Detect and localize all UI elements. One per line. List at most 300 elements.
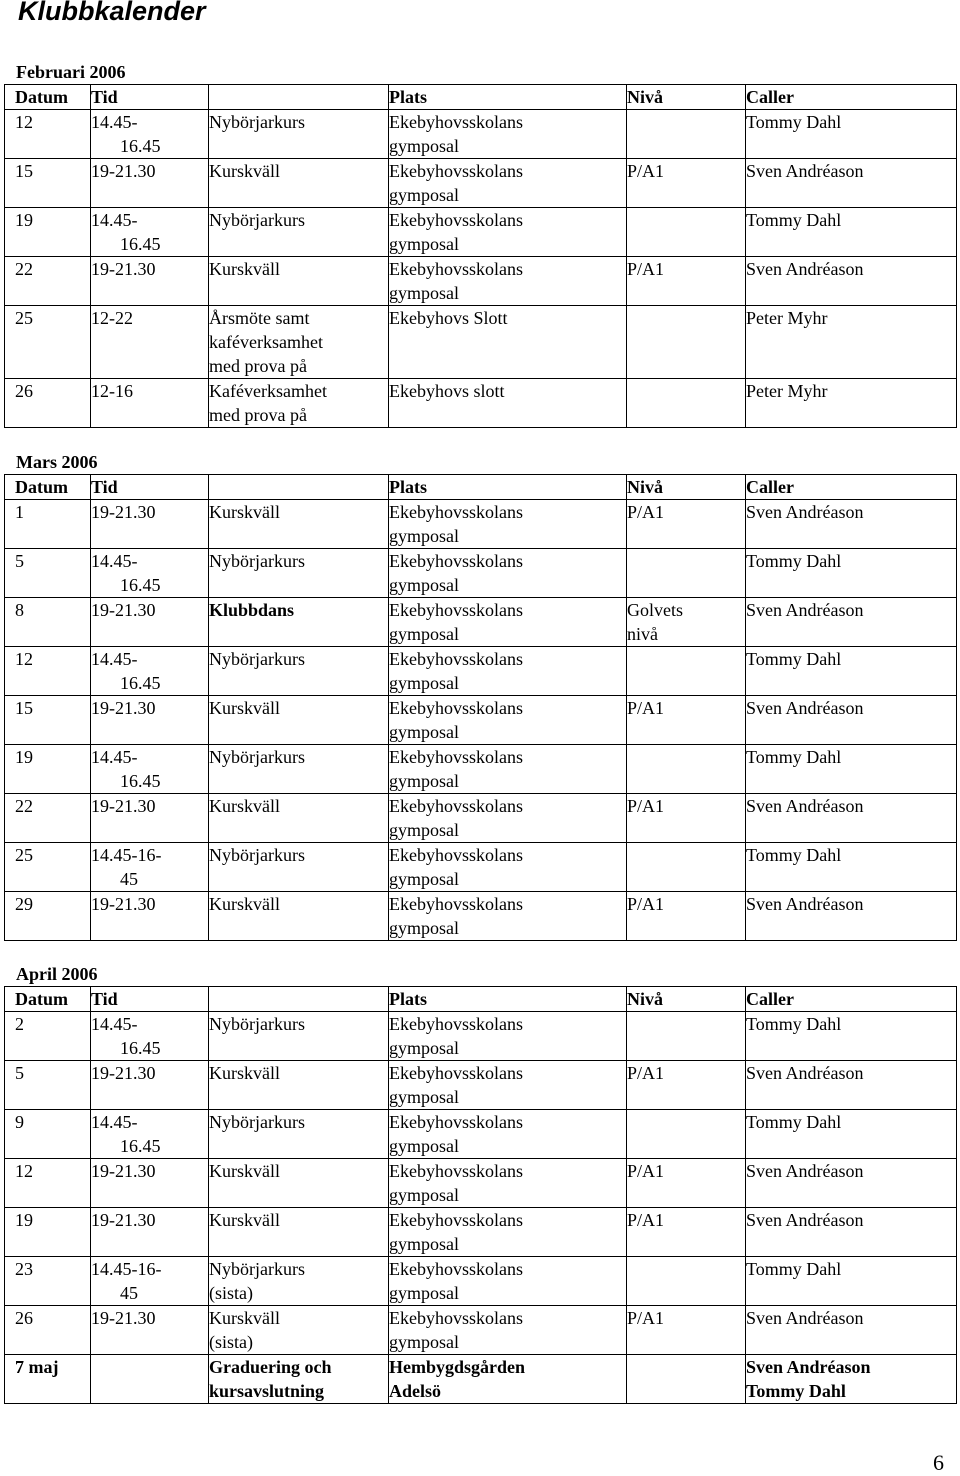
cell-aktivitet-line: Kurskväll bbox=[209, 1063, 280, 1083]
cell-caller-line: Tommy Dahl bbox=[746, 1259, 842, 1279]
cell-plats-line: gymposal bbox=[389, 185, 459, 205]
cell-aktivitet bbox=[209, 159, 389, 208]
cell-plats bbox=[389, 1306, 627, 1355]
cell-caller-line: Sven Andréason bbox=[746, 1357, 871, 1377]
cell-tid-line: 19-21.30 bbox=[91, 259, 156, 279]
cell-tid bbox=[91, 794, 209, 843]
cell-niva-line: P/A1 bbox=[627, 1308, 665, 1328]
cell-tid bbox=[91, 647, 209, 696]
cell-plats-line: Ekebyhovsskolans bbox=[389, 649, 523, 669]
cell-plats bbox=[389, 110, 627, 159]
cell-aktivitet bbox=[209, 1110, 389, 1159]
cell-tid-line: 14.45- bbox=[91, 210, 138, 230]
header-plats: Plats bbox=[389, 85, 627, 110]
cell-aktivitet-line: Nybörjarkurs bbox=[209, 747, 305, 767]
cell-caller bbox=[746, 1012, 957, 1061]
cell-plats-line: Ekebyhovsskolans bbox=[389, 747, 523, 767]
cell-tid bbox=[91, 159, 209, 208]
cell-aktivitet-line: Kurskväll bbox=[209, 698, 280, 718]
cell-tid bbox=[91, 1355, 209, 1404]
cell-caller-line: Tommy Dahl bbox=[746, 1112, 842, 1132]
cell-plats bbox=[389, 549, 627, 598]
cell-niva bbox=[627, 1208, 746, 1257]
cell-plats bbox=[389, 1159, 627, 1208]
cell-niva bbox=[627, 1159, 746, 1208]
cell-plats bbox=[389, 379, 627, 428]
cell-caller-line: Peter Myhr bbox=[746, 308, 828, 328]
table-row bbox=[5, 892, 957, 941]
cell-plats bbox=[389, 1012, 627, 1061]
cell-tid-line: 19-21.30 bbox=[91, 698, 156, 718]
cell-datum: 22 bbox=[5, 794, 91, 843]
cell-plats-line: gymposal bbox=[389, 1087, 459, 1107]
cell-caller bbox=[746, 1061, 957, 1110]
table-row bbox=[5, 647, 957, 696]
cell-niva-line: P/A1 bbox=[627, 1063, 665, 1083]
cell-caller-line: Sven Andréason bbox=[746, 1161, 864, 1181]
cell-caller bbox=[746, 1355, 957, 1404]
cell-datum: 9 bbox=[5, 1110, 91, 1159]
cell-plats-line: Adelsö bbox=[389, 1381, 442, 1401]
cell-tid-line: 19-21.30 bbox=[91, 1210, 156, 1230]
calendar-table bbox=[4, 84, 957, 428]
month-title: Mars 2006 bbox=[16, 452, 98, 472]
cell-niva bbox=[627, 1110, 746, 1159]
cell-plats-line: gymposal bbox=[389, 1234, 459, 1254]
cell-datum: 19 bbox=[5, 1208, 91, 1257]
table-row bbox=[5, 1355, 957, 1404]
cell-niva bbox=[627, 794, 746, 843]
cell-niva-line: P/A1 bbox=[627, 161, 665, 181]
cell-tid-line: 12-16 bbox=[91, 381, 133, 401]
cell-tid bbox=[91, 257, 209, 306]
cell-aktivitet bbox=[209, 1355, 389, 1404]
cell-niva-line: P/A1 bbox=[627, 796, 665, 816]
cell-tid bbox=[91, 549, 209, 598]
cell-aktivitet-line: Graduering och bbox=[209, 1357, 332, 1377]
cell-niva-line: nivå bbox=[627, 624, 658, 644]
cell-tid bbox=[91, 843, 209, 892]
header-plats: Plats bbox=[389, 475, 627, 500]
cell-plats-line: Ekebyhovsskolans bbox=[389, 1308, 523, 1328]
cell-caller-line: Sven Andréason bbox=[746, 259, 864, 279]
cell-plats bbox=[389, 257, 627, 306]
cell-plats bbox=[389, 1110, 627, 1159]
cell-plats bbox=[389, 892, 627, 941]
cell-aktivitet-line: (sista) bbox=[209, 1332, 253, 1352]
page-title: Klubbkalender bbox=[18, 0, 206, 26]
cell-caller bbox=[746, 257, 957, 306]
table-row bbox=[5, 1257, 957, 1306]
cell-plats-line: gymposal bbox=[389, 1038, 459, 1058]
cell-caller bbox=[746, 159, 957, 208]
cell-datum: 19 bbox=[5, 208, 91, 257]
cell-caller bbox=[746, 208, 957, 257]
cell-plats-line: gymposal bbox=[389, 918, 459, 938]
cell-datum: 12 bbox=[5, 647, 91, 696]
cell-niva bbox=[627, 843, 746, 892]
cell-aktivitet bbox=[209, 843, 389, 892]
table-row bbox=[5, 306, 957, 379]
cell-datum: 5 bbox=[5, 1061, 91, 1110]
header-row bbox=[5, 475, 957, 500]
cell-niva bbox=[627, 598, 746, 647]
header-datum: Datum bbox=[5, 475, 91, 500]
cell-plats-line: Ekebyhovsskolans bbox=[389, 845, 523, 865]
cell-niva-line: Golvets bbox=[627, 600, 683, 620]
cell-niva-line: P/A1 bbox=[627, 502, 665, 522]
cell-plats-line: gymposal bbox=[389, 283, 459, 303]
cell-tid-line: 45 bbox=[120, 869, 138, 889]
cell-aktivitet-line: Nybörjarkurs bbox=[209, 112, 305, 132]
cell-datum: 26 bbox=[5, 1306, 91, 1355]
cell-plats-line: Ekebyhovsskolans bbox=[389, 1112, 523, 1132]
cell-aktivitet bbox=[209, 1208, 389, 1257]
table-row bbox=[5, 500, 957, 549]
page-number: 6 bbox=[933, 1450, 944, 1475]
header-niva: Nivå bbox=[627, 987, 746, 1012]
header-tid: Tid bbox=[91, 987, 209, 1012]
cell-aktivitet bbox=[209, 110, 389, 159]
cell-plats bbox=[389, 208, 627, 257]
cell-aktivitet-line: Kurskväll bbox=[209, 259, 280, 279]
cell-tid-line: 19-21.30 bbox=[91, 1161, 156, 1181]
cell-datum: 12 bbox=[5, 110, 91, 159]
cell-caller-line: Sven Andréason bbox=[746, 1210, 864, 1230]
table-row bbox=[5, 598, 957, 647]
cell-niva bbox=[627, 892, 746, 941]
cell-plats bbox=[389, 598, 627, 647]
cell-plats-line: gymposal bbox=[389, 820, 459, 840]
cell-niva-line: P/A1 bbox=[627, 259, 665, 279]
cell-plats bbox=[389, 1208, 627, 1257]
cell-tid bbox=[91, 110, 209, 159]
cell-caller-line: Tommy Dahl bbox=[746, 1014, 842, 1034]
cell-niva bbox=[627, 1355, 746, 1404]
cell-datum: 8 bbox=[5, 598, 91, 647]
cell-plats-line: gymposal bbox=[389, 136, 459, 156]
header-row bbox=[5, 85, 957, 110]
cell-tid-line: 19-21.30 bbox=[91, 600, 156, 620]
cell-plats-line: Ekebyhovsskolans bbox=[389, 1161, 523, 1181]
cell-tid-line: 12-22 bbox=[91, 308, 133, 328]
header-aktivitet bbox=[209, 987, 389, 1012]
cell-datum: 25 bbox=[5, 843, 91, 892]
cell-caller bbox=[746, 745, 957, 794]
cell-tid bbox=[91, 598, 209, 647]
cell-tid-line: 19-21.30 bbox=[91, 1063, 156, 1083]
cell-aktivitet bbox=[209, 1061, 389, 1110]
cell-aktivitet-line: Kurskväll bbox=[209, 1210, 280, 1230]
header-niva: Nivå bbox=[627, 475, 746, 500]
cell-plats bbox=[389, 647, 627, 696]
cell-caller-line: Sven Andréason bbox=[746, 1063, 864, 1083]
cell-plats-line: gymposal bbox=[389, 1136, 459, 1156]
cell-tid bbox=[91, 892, 209, 941]
cell-plats-line: Ekebyhovsskolans bbox=[389, 551, 523, 571]
cell-aktivitet-line: Kaféverksamhet bbox=[209, 381, 327, 401]
cell-tid-line: 19-21.30 bbox=[91, 502, 156, 522]
cell-caller bbox=[746, 598, 957, 647]
cell-plats-line: Ekebyhovsskolans bbox=[389, 698, 523, 718]
cell-niva-line: P/A1 bbox=[627, 1210, 665, 1230]
cell-datum: 22 bbox=[5, 257, 91, 306]
cell-tid-line: 19-21.30 bbox=[91, 894, 156, 914]
cell-tid-line: 14.45- bbox=[91, 649, 138, 669]
cell-niva-line: P/A1 bbox=[627, 894, 665, 914]
cell-aktivitet-line: Kurskväll bbox=[209, 1161, 280, 1181]
cell-datum: 15 bbox=[5, 696, 91, 745]
table-row bbox=[5, 1208, 957, 1257]
month-section bbox=[4, 962, 956, 1404]
header-datum: Datum bbox=[5, 85, 91, 110]
cell-tid bbox=[91, 1257, 209, 1306]
cell-caller-line: Sven Andréason bbox=[746, 796, 864, 816]
cell-niva bbox=[627, 696, 746, 745]
table-row bbox=[5, 843, 957, 892]
header-caller: Caller bbox=[746, 987, 957, 1012]
cell-tid bbox=[91, 1208, 209, 1257]
cell-tid bbox=[91, 208, 209, 257]
cell-caller bbox=[746, 843, 957, 892]
cell-tid-line: 19-21.30 bbox=[91, 1308, 156, 1328]
cell-caller bbox=[746, 110, 957, 159]
cell-plats bbox=[389, 843, 627, 892]
cell-plats-line: Ekebyhovsskolans bbox=[389, 502, 523, 522]
cell-aktivitet bbox=[209, 257, 389, 306]
cell-aktivitet-line: (sista) bbox=[209, 1283, 253, 1303]
header-plats: Plats bbox=[389, 987, 627, 1012]
cell-aktivitet bbox=[209, 696, 389, 745]
cell-plats-line: gymposal bbox=[389, 1185, 459, 1205]
header-caller: Caller bbox=[746, 475, 957, 500]
cell-aktivitet-line: Kurskväll bbox=[209, 502, 280, 522]
cell-caller-line: Tommy Dahl bbox=[746, 112, 842, 132]
cell-caller bbox=[746, 892, 957, 941]
cell-caller bbox=[746, 379, 957, 428]
header-row bbox=[5, 987, 957, 1012]
cell-tid bbox=[91, 1012, 209, 1061]
cell-caller-line: Sven Andréason bbox=[746, 502, 864, 522]
cell-tid-line: 19-21.30 bbox=[91, 161, 156, 181]
cell-aktivitet bbox=[209, 745, 389, 794]
cell-plats bbox=[389, 745, 627, 794]
month-section bbox=[4, 450, 956, 941]
table-row bbox=[5, 159, 957, 208]
cell-niva bbox=[627, 379, 746, 428]
table-row bbox=[5, 794, 957, 843]
cell-datum: 25 bbox=[5, 306, 91, 379]
cell-tid-line: 16.45 bbox=[120, 673, 161, 693]
header-tid: Tid bbox=[91, 475, 209, 500]
cell-plats-line: Ekebyhovsskolans bbox=[389, 1210, 523, 1230]
cell-aktivitet bbox=[209, 598, 389, 647]
table-row bbox=[5, 696, 957, 745]
cell-plats-line: Ekebyhovsskolans bbox=[389, 1063, 523, 1083]
cell-datum: 5 bbox=[5, 549, 91, 598]
cell-niva bbox=[627, 306, 746, 379]
cell-aktivitet-line: kaféverksamhet bbox=[209, 332, 323, 352]
cell-plats-line: Ekebyhovs slott bbox=[389, 381, 505, 401]
cell-caller bbox=[746, 500, 957, 549]
cell-plats bbox=[389, 159, 627, 208]
cell-caller bbox=[746, 794, 957, 843]
cell-niva bbox=[627, 1257, 746, 1306]
cell-tid-line: 14.45- bbox=[91, 551, 138, 571]
cell-aktivitet-line: Klubbdans bbox=[209, 600, 295, 620]
cell-plats-line: gymposal bbox=[389, 1332, 459, 1352]
calendar-table bbox=[4, 986, 957, 1404]
cell-aktivitet bbox=[209, 647, 389, 696]
cell-aktivitet bbox=[209, 1159, 389, 1208]
cell-niva bbox=[627, 159, 746, 208]
cell-aktivitet bbox=[209, 500, 389, 549]
cell-plats-line: Ekebyhovsskolans bbox=[389, 796, 523, 816]
calendar-table bbox=[4, 474, 957, 941]
cell-tid-line: 16.45 bbox=[120, 1136, 161, 1156]
cell-plats-line: gymposal bbox=[389, 575, 459, 595]
cell-tid bbox=[91, 500, 209, 549]
header-caller: Caller bbox=[746, 85, 957, 110]
cell-niva bbox=[627, 647, 746, 696]
table-row bbox=[5, 745, 957, 794]
cell-plats-line: gymposal bbox=[389, 722, 459, 742]
cell-tid-line: 14.45-16- bbox=[91, 1259, 162, 1279]
table-row bbox=[5, 1306, 957, 1355]
cell-caller bbox=[746, 306, 957, 379]
cell-aktivitet-line: kursavslutning bbox=[209, 1381, 325, 1401]
cell-niva-line: P/A1 bbox=[627, 1161, 665, 1181]
cell-datum: 12 bbox=[5, 1159, 91, 1208]
header-datum: Datum bbox=[5, 987, 91, 1012]
cell-plats-line: gymposal bbox=[389, 869, 459, 889]
cell-plats-line: Ekebyhovsskolans bbox=[389, 600, 523, 620]
cell-tid-line: 16.45 bbox=[120, 234, 161, 254]
cell-caller-line: Peter Myhr bbox=[746, 381, 828, 401]
cell-plats bbox=[389, 1257, 627, 1306]
cell-caller-line: Tommy Dahl bbox=[746, 1381, 846, 1401]
cell-aktivitet-line: Nybörjarkurs bbox=[209, 551, 305, 571]
cell-aktivitet bbox=[209, 379, 389, 428]
table-row bbox=[5, 208, 957, 257]
cell-tid-line: 14.45- bbox=[91, 747, 138, 767]
cell-plats-line: gymposal bbox=[389, 673, 459, 693]
cell-aktivitet-line: Nybörjarkurs bbox=[209, 845, 305, 865]
cell-plats-line: gymposal bbox=[389, 624, 459, 644]
table-row bbox=[5, 1159, 957, 1208]
cell-caller bbox=[746, 696, 957, 745]
table-row bbox=[5, 110, 957, 159]
cell-aktivitet-line: med prova på bbox=[209, 356, 307, 376]
cell-plats-line: Ekebyhovs Slott bbox=[389, 308, 508, 328]
cell-niva-line: P/A1 bbox=[627, 698, 665, 718]
cell-aktivitet-line: Nybörjarkurs bbox=[209, 1014, 305, 1034]
cell-aktivitet bbox=[209, 892, 389, 941]
month-section bbox=[4, 60, 956, 428]
cell-caller bbox=[746, 1306, 957, 1355]
cell-plats-line: Ekebyhovsskolans bbox=[389, 210, 523, 230]
cell-datum: 19 bbox=[5, 745, 91, 794]
cell-plats-line: gymposal bbox=[389, 526, 459, 546]
cell-aktivitet-line: Årsmöte samt bbox=[209, 308, 310, 328]
cell-plats-line: Ekebyhovsskolans bbox=[389, 259, 523, 279]
header-tid: Tid bbox=[91, 85, 209, 110]
cell-niva bbox=[627, 1061, 746, 1110]
cell-tid bbox=[91, 379, 209, 428]
cell-datum: 26 bbox=[5, 379, 91, 428]
cell-caller bbox=[746, 549, 957, 598]
cell-tid bbox=[91, 1159, 209, 1208]
cell-plats-line: Ekebyhovsskolans bbox=[389, 161, 523, 181]
cell-aktivitet bbox=[209, 549, 389, 598]
cell-plats-line: Hembygdsgården bbox=[389, 1357, 526, 1377]
table-row bbox=[5, 257, 957, 306]
cell-tid-line: 14.45-16- bbox=[91, 845, 162, 865]
cell-caller bbox=[746, 1208, 957, 1257]
cell-plats bbox=[389, 1061, 627, 1110]
cell-datum: 23 bbox=[5, 1257, 91, 1306]
table-row bbox=[5, 1061, 957, 1110]
cell-tid bbox=[91, 1306, 209, 1355]
cell-plats bbox=[389, 1355, 627, 1404]
cell-aktivitet bbox=[209, 794, 389, 843]
table-row bbox=[5, 1012, 957, 1061]
cell-plats-line: gymposal bbox=[389, 771, 459, 791]
cell-niva bbox=[627, 110, 746, 159]
cell-caller bbox=[746, 1257, 957, 1306]
cell-tid-line: 14.45- bbox=[91, 1014, 138, 1034]
cell-caller-line: Tommy Dahl bbox=[746, 551, 842, 571]
cell-datum: 7 maj bbox=[5, 1355, 91, 1404]
cell-tid-line: 14.45- bbox=[91, 112, 138, 132]
cell-niva bbox=[627, 745, 746, 794]
cell-tid bbox=[91, 696, 209, 745]
cell-tid bbox=[91, 306, 209, 379]
cell-tid-line: 16.45 bbox=[120, 136, 161, 156]
cell-niva bbox=[627, 500, 746, 549]
cell-aktivitet-line: Nybörjarkurs bbox=[209, 210, 305, 230]
table-row bbox=[5, 1110, 957, 1159]
cell-aktivitet-line: Nybörjarkurs bbox=[209, 1259, 305, 1279]
cell-caller-line: Tommy Dahl bbox=[746, 845, 842, 865]
cell-tid bbox=[91, 745, 209, 794]
cell-aktivitet-line: med prova på bbox=[209, 405, 307, 425]
cell-aktivitet bbox=[209, 208, 389, 257]
cell-plats-line: Ekebyhovsskolans bbox=[389, 1259, 523, 1279]
header-aktivitet bbox=[209, 85, 389, 110]
cell-aktivitet-line: Nybörjarkurs bbox=[209, 649, 305, 669]
cell-datum: 1 bbox=[5, 500, 91, 549]
cell-aktivitet bbox=[209, 1306, 389, 1355]
cell-aktivitet-line: Kurskväll bbox=[209, 161, 280, 181]
cell-niva bbox=[627, 208, 746, 257]
cell-aktivitet bbox=[209, 1012, 389, 1061]
cell-datum: 29 bbox=[5, 892, 91, 941]
cell-niva bbox=[627, 549, 746, 598]
cell-tid-line: 16.45 bbox=[120, 575, 161, 595]
cell-niva bbox=[627, 1012, 746, 1061]
cell-aktivitet bbox=[209, 1257, 389, 1306]
cell-plats-line: Ekebyhovsskolans bbox=[389, 112, 523, 132]
cell-datum: 2 bbox=[5, 1012, 91, 1061]
table-row bbox=[5, 379, 957, 428]
cell-caller-line: Sven Andréason bbox=[746, 894, 864, 914]
cell-niva bbox=[627, 1306, 746, 1355]
table-row bbox=[5, 549, 957, 598]
cell-tid bbox=[91, 1110, 209, 1159]
cell-tid-line: 45 bbox=[120, 1283, 138, 1303]
cell-caller-line: Sven Andréason bbox=[746, 161, 864, 181]
